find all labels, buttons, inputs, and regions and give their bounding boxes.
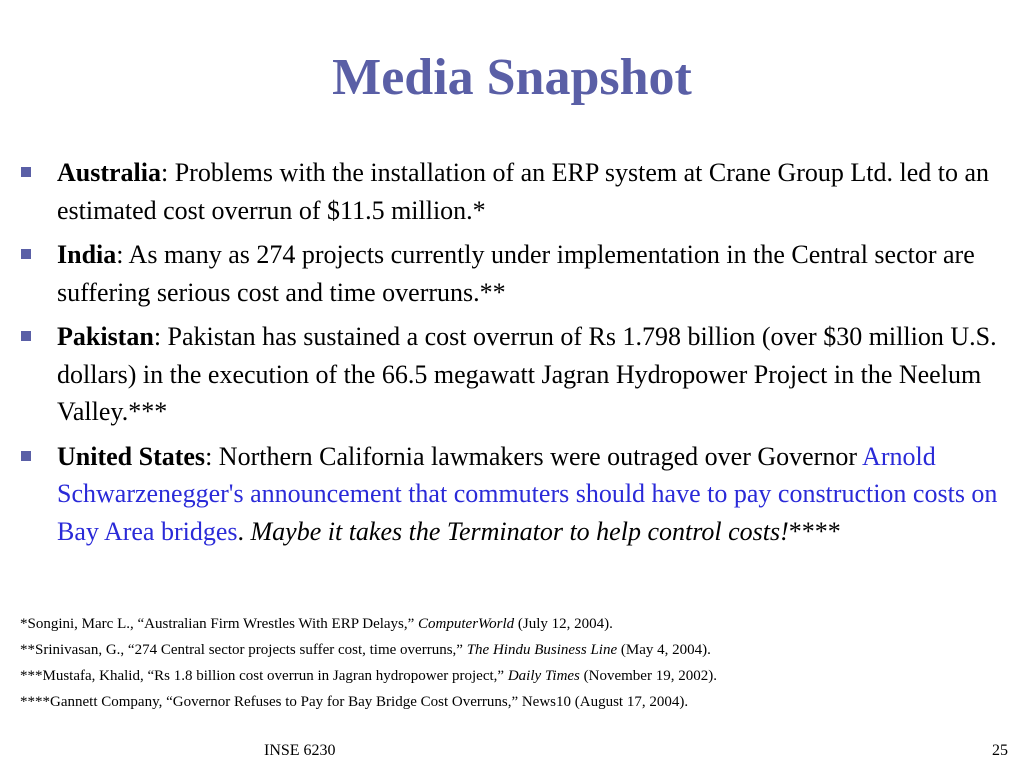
footnote-1 bbox=[20, 611, 1010, 637]
square-bullet-icon bbox=[21, 167, 31, 177]
footnote-date: (May 4, 2004). bbox=[617, 642, 711, 658]
footnote-marker: **** bbox=[788, 516, 841, 546]
square-bullet-icon bbox=[21, 451, 31, 461]
bullet-text-after: . bbox=[237, 516, 251, 546]
footnote-text: **Srinivasan, G., “274 Central sector projects suffer cost, time overruns,” bbox=[20, 642, 467, 658]
bullet-india bbox=[20, 236, 1000, 311]
bullet-united-states bbox=[20, 438, 1000, 551]
footnote-source: The Hindu Business Line bbox=[466, 642, 618, 658]
footer-course: INSE 6230 bbox=[264, 742, 336, 759]
bullet-text: : As many as 274 projects currently under implementation in the Central sector are suffering serious cost and time overruns.** bbox=[57, 240, 975, 307]
bullet-list bbox=[20, 154, 1000, 557]
footnote-source: ComputerWorld bbox=[418, 616, 515, 632]
bullet-text: : Northern California lawmakers were outraged over Governor bbox=[205, 441, 863, 471]
slide-title: Media Snapshot bbox=[332, 49, 692, 106]
bullet-italic-remark: Maybe it takes the Terminator to help control costs! bbox=[250, 516, 789, 546]
footnotes bbox=[20, 611, 1010, 715]
footnote-text: ****Gannett Company, “Governor Refuses to Pay for Bay Bridge Cost Overruns,” News10 (August 17, 2004). bbox=[20, 694, 689, 710]
footnote-source: Daily Times bbox=[507, 668, 580, 684]
square-bullet-icon bbox=[21, 331, 31, 341]
bullet-text: : Pakistan has sustained a cost overrun of Rs 1.798 billion (over $30 million U.S. dollars) in the execution of the 66.5 megawatt Jagran Hydropower Project in the Neelum Valley.*** bbox=[57, 322, 997, 426]
footnote-3 bbox=[20, 663, 1010, 689]
bullet-text: : Problems with the installation of an ERP system at Crane Group Ltd. led to an estimated cost overrun of $11.5 million.* bbox=[57, 158, 990, 225]
news-link[interactable]: Arnold Schwarzenegger's announcement that commuters should have to pay construction costs on Bay Area bridges bbox=[57, 441, 998, 546]
bullet-country: India bbox=[57, 240, 117, 269]
bullet-australia bbox=[20, 154, 1000, 229]
footnote-4 bbox=[20, 689, 1010, 715]
footnote-date: (July 12, 2004). bbox=[514, 616, 613, 632]
bullet-country: United States bbox=[57, 441, 206, 471]
footer-page-number: 25 bbox=[992, 742, 1008, 759]
bullet-pakistan bbox=[20, 318, 1000, 431]
footnote-text: ***Mustafa, Khalid, “Rs 1.8 billion cost overrun in Jagran hydropower project,” bbox=[20, 668, 508, 684]
square-bullet-icon bbox=[21, 249, 31, 259]
footnote-text: *Songini, Marc L., “Australian Firm Wrestles With ERP Delays,” bbox=[20, 616, 419, 632]
bullet-country: Australia bbox=[57, 158, 161, 187]
bullet-country: Pakistan bbox=[57, 322, 154, 351]
footnote-date: (November 19, 2002). bbox=[579, 668, 717, 684]
footnote-2 bbox=[20, 637, 1010, 663]
